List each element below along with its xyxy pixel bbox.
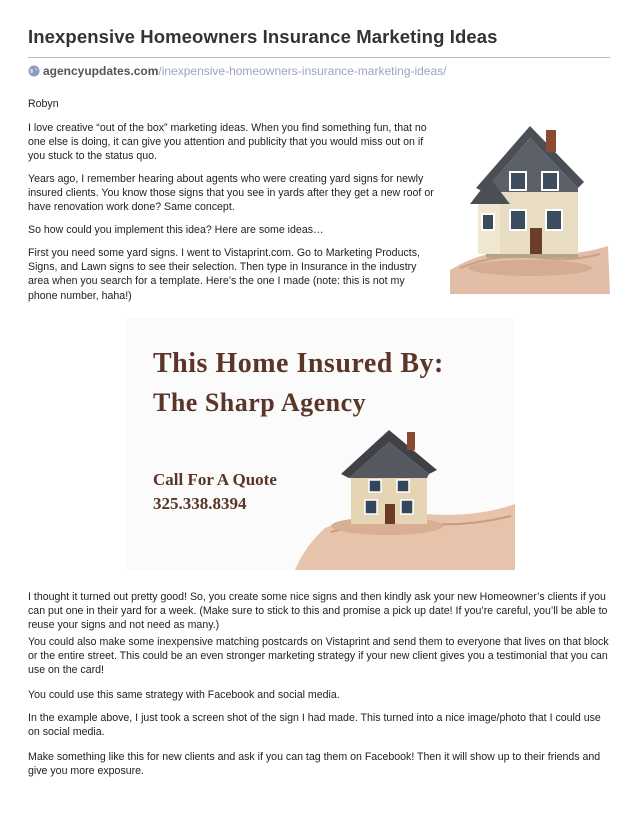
source-path-link[interactable]: /inexpensive-homeowners-insurance-marketing-ideas/ [158,64,447,78]
paragraph-3: So how could you implement this idea? Here are some ideas… [28,224,324,236]
source-domain-link[interactable]: agencyupdates.com [43,64,159,78]
sign-headline: This Home Insured By: [153,348,444,379]
paragraph-6: You could also make some inexpensive matching postcards on Vistaprint and send them to everyone that lives on that block or the entire street. This could be an even stronger marketing strategy if your new client gives you a testimonial that you can use on the card! [28,636,609,677]
paragraph-9: Make something like this for new clients and ask if you can tag them on Facebook! Then it will show up to their friends and give you more exposure. [28,751,601,778]
paragraph-2: Years ago, I remember hearing about agents who were creating yard signs for newly insured clients. You know those signs that you see in yards after they get a new roof or have renovation work done? Same concept. [28,173,434,214]
author-name: Robyn [28,98,59,110]
sign-agency-name: The Sharp Agency [153,388,367,417]
yard-sign-image [125,318,515,570]
sign-call-text: Call For A Quote [153,470,277,489]
article-title: Inexpensive Homeowners Insurance Marketing Ideas [28,26,498,47]
house-in-hand-image [450,118,610,294]
paragraph-1: I love creative “out of the box” marketing ideas. When you find something fun, that no one else is doing, it can give you attention and publicity that you would miss out on if you stuck to the status quo. [28,122,427,163]
source-line [28,64,447,78]
paragraph-8: In the example above, I just took a screen shot of the sign I had made. This turned into a nice image/photo that I could use on social media. [28,712,601,739]
paragraph-7: You could use this same strategy with Facebook and social media. [28,689,340,701]
title-divider [28,57,610,58]
globe-icon [28,65,40,77]
paragraph-5: I thought it turned out pretty good! So, you create some nice signs and then kindly ask your new Homeowner’s clients if you can put one in their yard for a week. (Make sure to stick to this and promise a pick up date! If you’re careful, you’ll be able to reuse your signs and not need as many.) [28,591,608,632]
sign-phone-number: 325.338.8394 [153,494,247,513]
paragraph-4: First you need some yard signs. I went to Vistaprint.com. Go to Marketing Products, Signs, and Lawn signs to see their selection. Then type in Insurance in the industry area when you search for a template. Here’s the one I made (note: this is not my phone number, haha!) [28,247,420,302]
